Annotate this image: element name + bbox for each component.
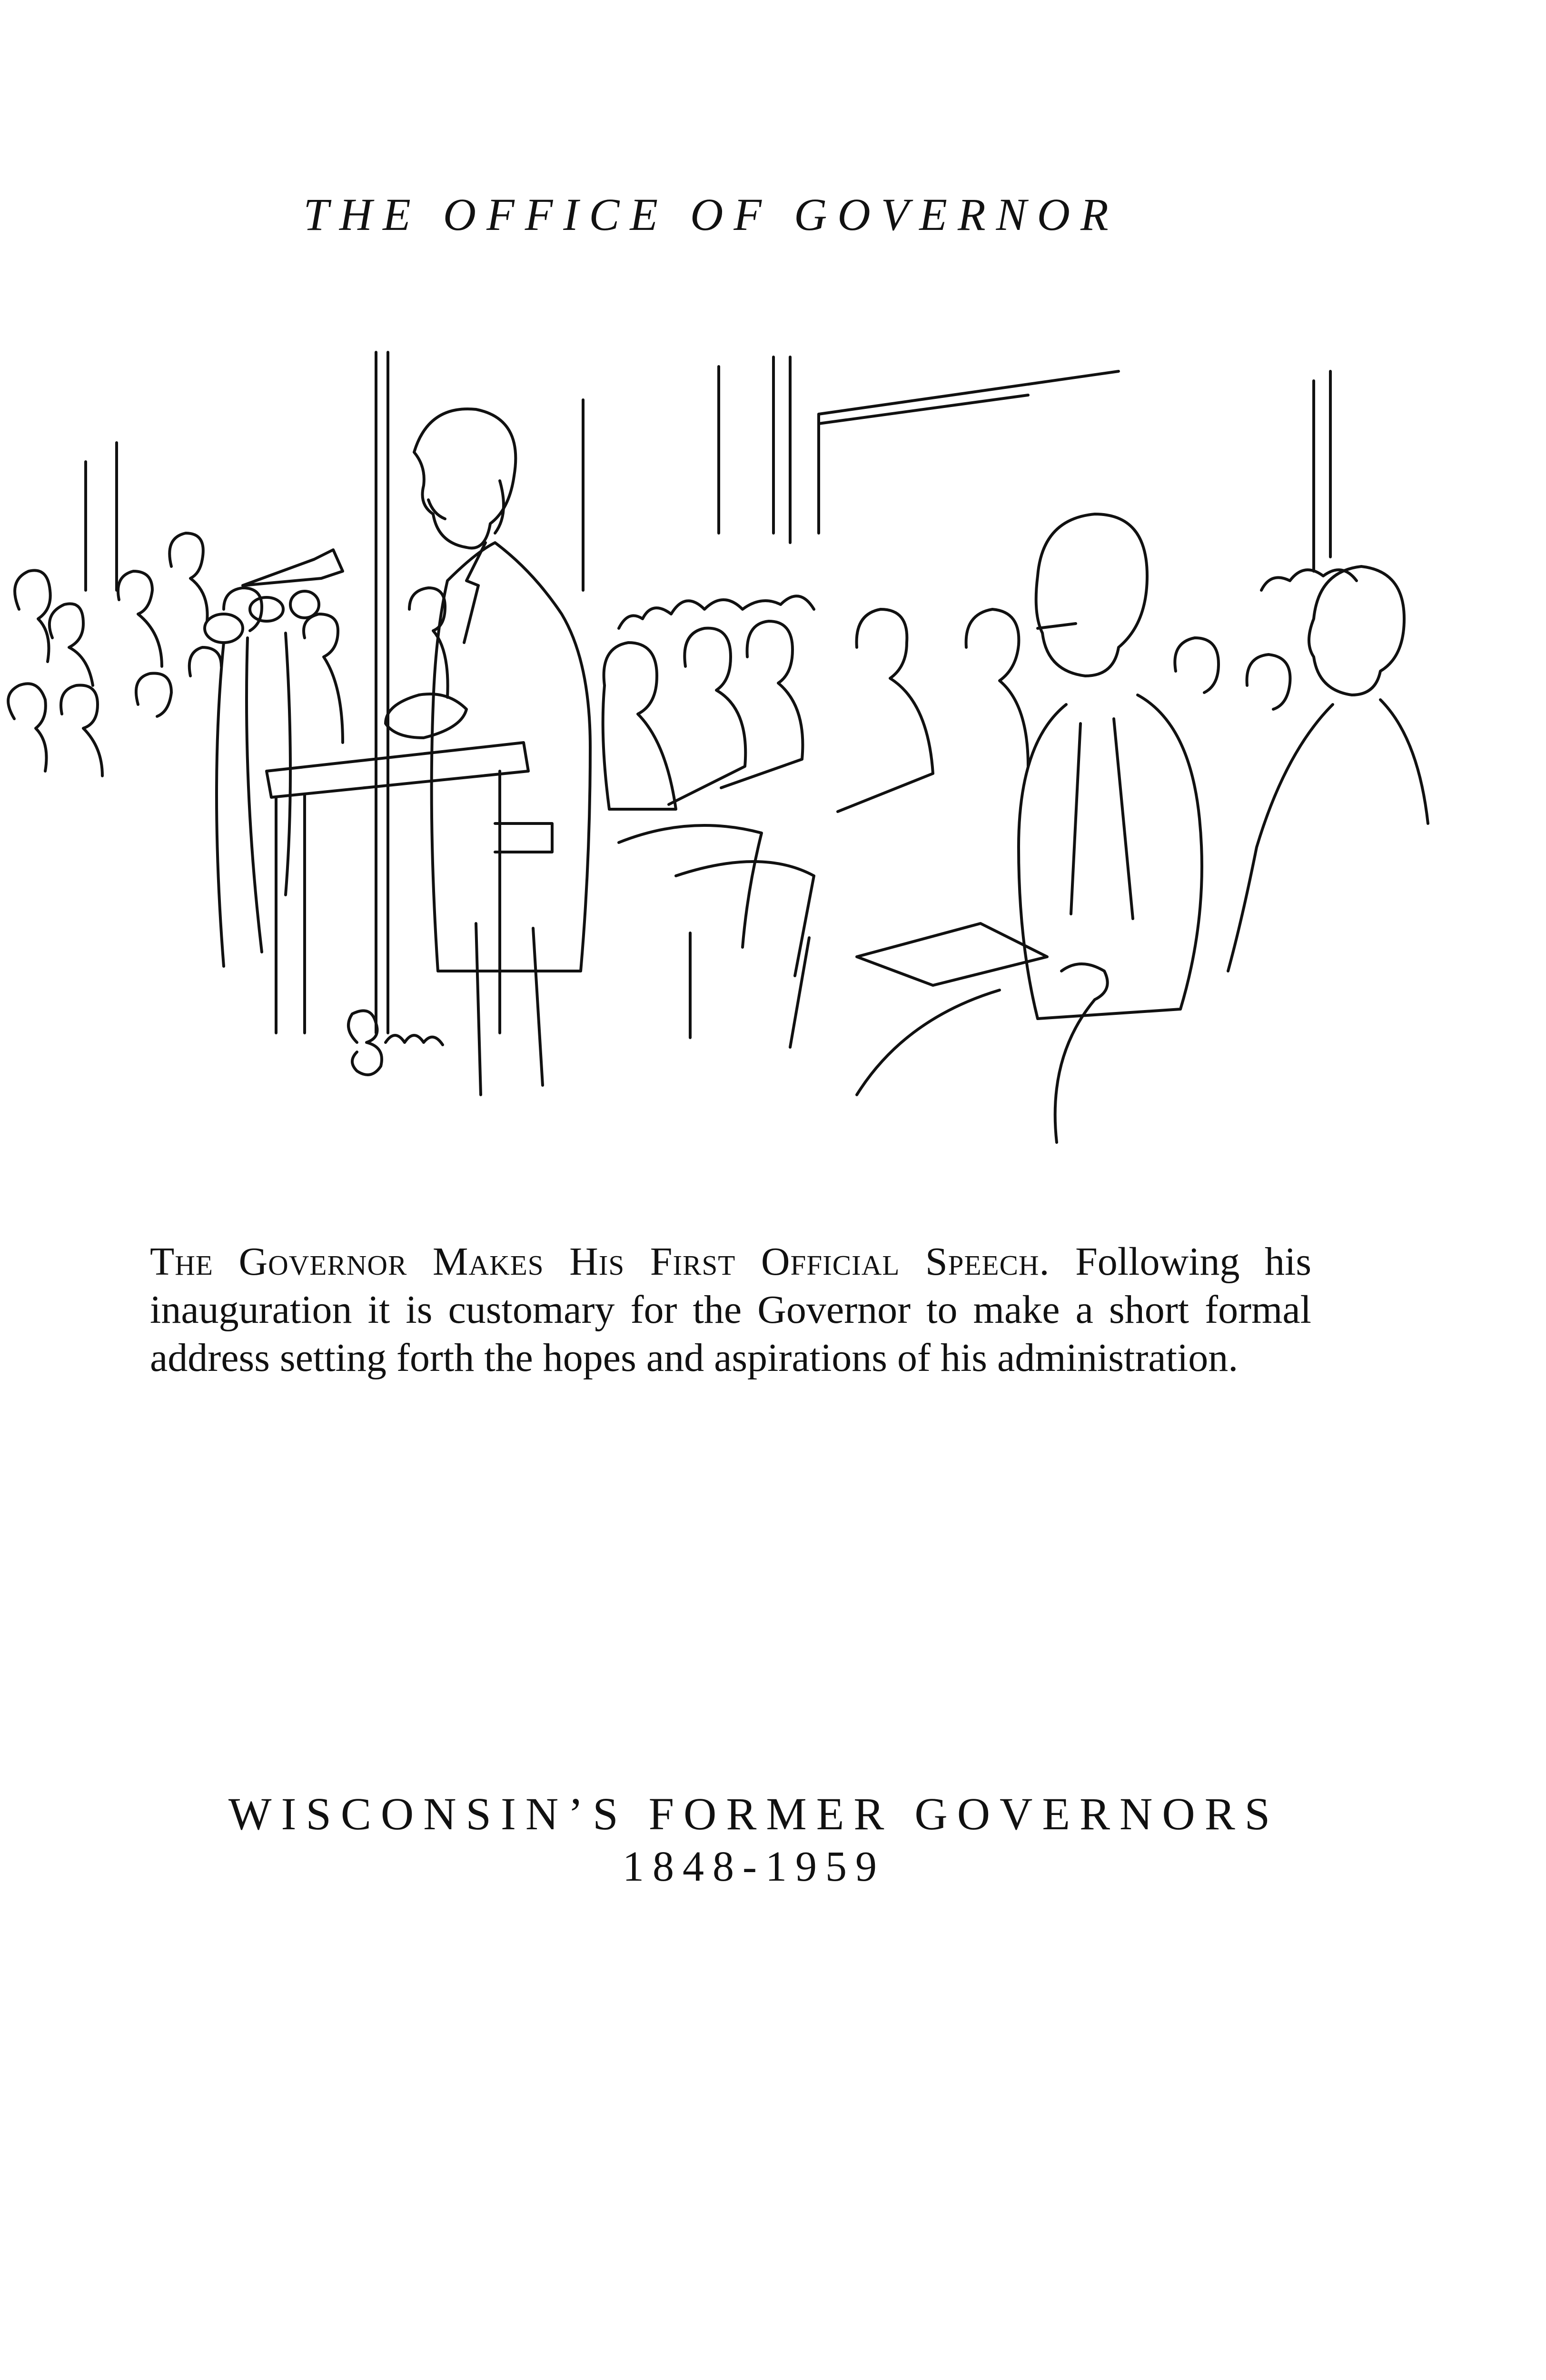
background-window [86, 352, 1330, 1033]
podium [267, 743, 528, 1033]
background-foliage [619, 570, 1357, 628]
footer-years: 1848-1959 [623, 1843, 885, 1890]
speech-drawing [0, 343, 1546, 1190]
illustration-caption [150, 1238, 1311, 1382]
governor-speaker [386, 409, 590, 1095]
microphones [205, 550, 343, 966]
footer-title: WISCONSIN’S FORMER GOVERNORS [228, 1788, 1280, 1839]
audience-crowd [8, 533, 447, 776]
caption-lead: The Governor Makes His First Official Speech. [150, 1240, 1076, 1284]
caption-body: Following his inauguration it is customary for the Governor to make a short formal address setting forth the hopes and aspirations of his administration. [150, 1240, 1312, 1380]
artist-signature [348, 1011, 443, 1075]
seated-dignitaries [603, 514, 1428, 1142]
running-title: THE OFFICE OF GOVERNOR [303, 189, 1119, 240]
inauguration-illustration [0, 343, 1546, 1190]
